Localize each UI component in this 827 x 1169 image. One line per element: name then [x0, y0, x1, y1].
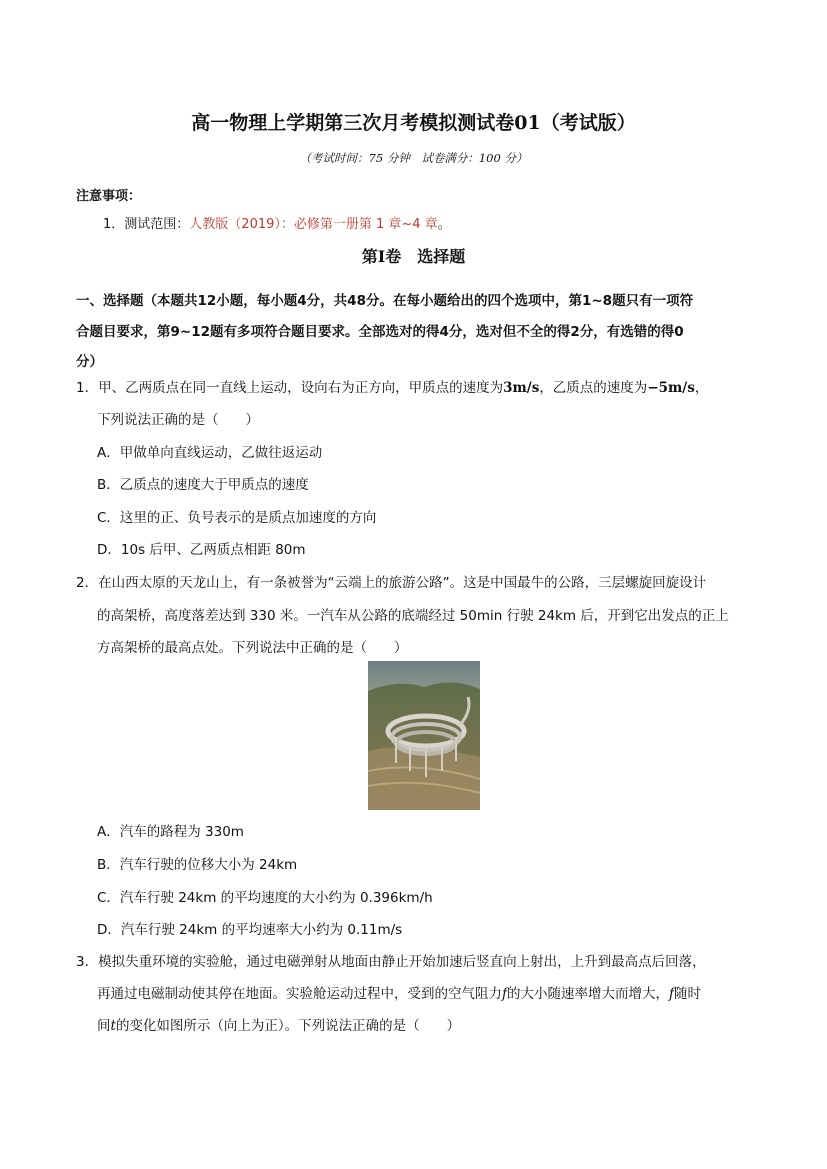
question-3-line1	[76, 950, 706, 970]
question-2-text-1: 在山西太原的天龙山上，有一条被誉为“云端上的旅游公路”。这是中国最牛的公路，三层螺旋回旋设计	[98, 575, 707, 591]
question-2-option-c: C．汽车行驶 24km 的平均速度的大小约为 0.396km/h	[97, 890, 433, 906]
question-3-text-3a: 间	[97, 1018, 111, 1034]
question-1-option-b: B．乙质点的速度大于甲质点的速度	[97, 477, 309, 493]
part1-instructions-line2: 合题目要求，第9~12题有多项符合题目要求。全部选对的得4分，选对但不全的得2分，有选错的得0	[76, 324, 684, 340]
notice-heading: 注意事项：	[76, 189, 142, 204]
notice-item-scope: 人教版（2019）：必修第一册第 1 章~4 章	[189, 217, 438, 232]
notice-item-label: 测试范围：	[124, 217, 190, 232]
question-1-velocity-b: −5m/s	[647, 380, 695, 396]
question-1-option-d: D．10s 后甲、乙两质点相距 80m	[97, 542, 306, 558]
question-1-line2: 下列说法正确的是（ ）	[97, 412, 259, 428]
question-1-text-b: ，乙质点的速度为	[539, 380, 648, 396]
part1-instructions-line3: 分）	[76, 354, 103, 370]
question-3-line3	[97, 1014, 460, 1034]
question-1-option-a: A．甲做单向直线运动，乙做往返运动	[97, 445, 323, 461]
notice-item	[103, 213, 451, 232]
part1-instructions-line1: 一、选择题（本题共12小题，每小题4分，共48分。在每小题给出的四个选项中，第1~8题只有一项符	[76, 293, 694, 309]
question-2-option-d: D．汽车行驶 24km 的平均速率大小约为 0.11m/s	[97, 922, 403, 938]
question-2-number: 2．	[76, 575, 99, 591]
question-1-line1	[76, 376, 708, 396]
question-2-line3: 方高架桥的最高点处。下列说法中正确的是（ ）	[97, 640, 408, 656]
notice-item-number: 1．	[103, 217, 125, 232]
question-2-line1	[76, 571, 706, 591]
question-1-option-c: C．这里的正、负号表示的是质点加速度的方向	[97, 510, 377, 526]
question-2-option-b: B．汽车行驶的位移大小为 24km	[97, 857, 298, 873]
spiral-viaduct-photo	[368, 661, 480, 810]
question-3-var-f: f	[502, 986, 507, 1002]
section-title: 第Ⅰ卷 选择题	[361, 247, 466, 266]
question-3-var-f2: f	[669, 986, 674, 1002]
exam-info: （考试时间：75 分钟 试卷满分：100 分）	[299, 151, 528, 165]
question-1-velocity-a: 3m/s	[503, 380, 540, 396]
question-1-text-a: 甲、乙两质点在同一直线上运动，设向右为正方向，甲质点的速度为	[98, 380, 504, 396]
question-1-number: 1．	[76, 380, 99, 396]
question-3-var-t: t	[110, 1018, 116, 1034]
question-2-line2: 的高架桥，高度落差达到 330 米。一汽车从公路的底端经过 50min 行驶 24km 后，开到它出发点的正上	[97, 608, 729, 624]
question-3-line2	[97, 982, 701, 1002]
page-title: 高一物理上学期第三次月考模拟测试卷01（考试版）	[191, 112, 636, 134]
question-3-text-2b: 的大小随速率增大而增大，	[507, 986, 669, 1002]
question-3-text-3b: 的变化如图所示（向上为正）。下列说法正确的是（ ）	[115, 1018, 461, 1034]
question-3-text-2c: 随时	[674, 986, 701, 1002]
question-1-text-c: ，	[694, 380, 709, 396]
question-3-text-1: 模拟失重环境的实验舱，通过电磁弹射从地面由静止开始加速后竖直向上射出，上升到最高点后回落，	[98, 954, 706, 970]
question-3-number: 3．	[76, 954, 99, 970]
notice-item-end: 。	[437, 217, 451, 232]
question-3-text-2a: 再通过电磁制动使其停在地面。实验舱运动过程中，受到的空气阻力	[97, 986, 502, 1002]
question-2-option-a: A．汽车的路程为 330m	[97, 824, 244, 840]
